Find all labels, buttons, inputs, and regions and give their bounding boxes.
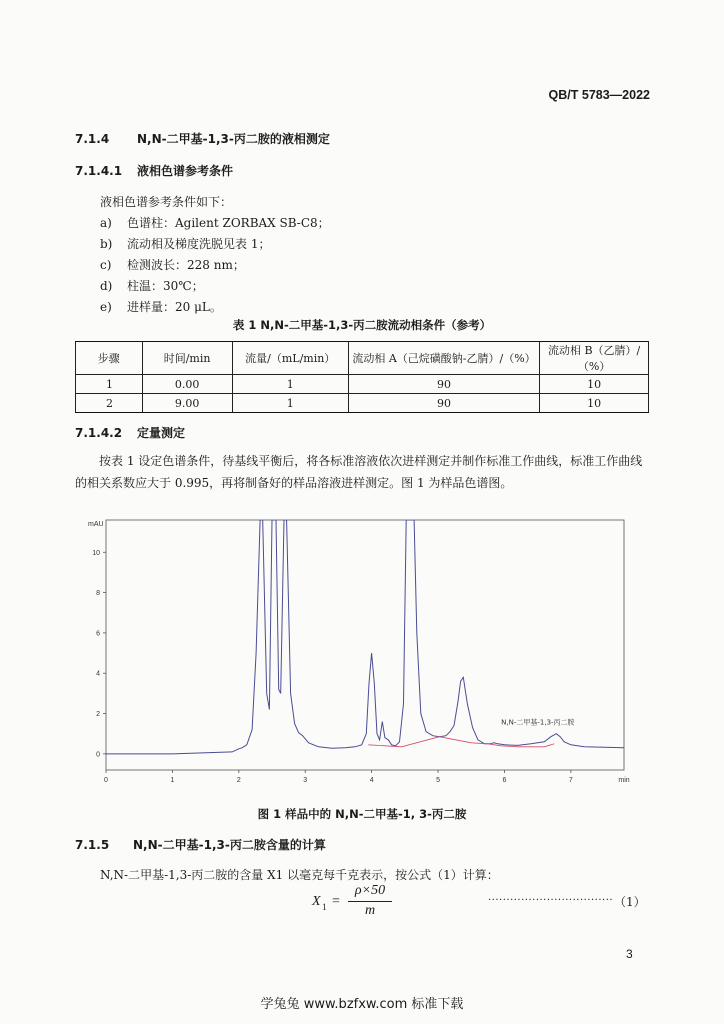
y-tick-label: 6 bbox=[96, 630, 100, 638]
table-1 bbox=[75, 341, 649, 413]
condition-item: e) 进样量：20 μL。 bbox=[100, 300, 222, 314]
section-title: N,N-二甲基-1,3-丙二胺的液相测定 bbox=[137, 132, 330, 146]
plot-frame bbox=[106, 520, 624, 770]
table-cell: 2 bbox=[76, 394, 143, 413]
x-tick-label: 4 bbox=[369, 777, 374, 784]
formula-numerator: ρ×50 bbox=[354, 883, 386, 898]
section-7-1-5-heading bbox=[75, 836, 326, 853]
page-number: 3 bbox=[626, 947, 633, 961]
peak-annotation: N,N-二甲基-1,3-丙二胺 bbox=[501, 718, 575, 727]
quantitation-paragraph: 按表 1 设定色谱条件，待基线平衡后，将各标准溶液依次进样测定并制作标准工作曲线，标准工作曲线的相关系数应大于 0.995，再将制备好的样品溶液进样测定。图 1 为样品色谱图。 bbox=[75, 454, 643, 490]
y-tick-label: 10 bbox=[92, 549, 100, 557]
table-cell: 0.00 bbox=[142, 375, 232, 394]
section-7-1-4-2-heading bbox=[75, 424, 185, 441]
section-number: 7.1.4.1 bbox=[75, 164, 123, 178]
table-header-cell: 流动相 B（乙腈）/（%） bbox=[540, 342, 649, 375]
y-axis-label: mAU bbox=[88, 521, 104, 528]
chromatogram-chart bbox=[84, 515, 644, 790]
table-row bbox=[76, 394, 649, 413]
conditions-intro: 液相色谱参考条件如下： bbox=[100, 195, 233, 209]
table-cell: 1 bbox=[232, 375, 348, 394]
section-7-1-4-1-heading bbox=[75, 162, 233, 179]
x-axis-label: min bbox=[618, 777, 630, 784]
x-tick-label: 7 bbox=[568, 777, 573, 784]
calculation-paragraph: N,N-二甲基-1,3-丙二胺的含量 X1 以毫克每千克表示，按公式（1）计算： bbox=[100, 868, 499, 882]
table-row bbox=[76, 375, 649, 394]
table-cell: 10 bbox=[540, 394, 649, 413]
table-cell: 90 bbox=[348, 375, 539, 394]
x-tick-label: 0 bbox=[104, 777, 108, 784]
section-number: 7.1.4 bbox=[75, 132, 110, 146]
condition-item: d) 柱温：30℃； bbox=[100, 279, 204, 293]
section-title: 液相色谱参考条件 bbox=[137, 164, 234, 178]
table-header-cell: 时间/min bbox=[142, 342, 232, 375]
section-number: 7.1.4.2 bbox=[75, 426, 123, 440]
chart-axes bbox=[92, 520, 624, 784]
y-tick-label: 8 bbox=[96, 590, 100, 598]
formula-number: （1） bbox=[614, 895, 646, 909]
formula-subscript: 1 bbox=[322, 902, 327, 912]
section-7-1-4-heading bbox=[75, 130, 330, 147]
formula-leader-dots: ·································· bbox=[488, 895, 614, 906]
standard-number: QB/T 5783—2022 bbox=[548, 88, 650, 102]
formula-denominator: m bbox=[364, 903, 376, 918]
x-tick-label: 2 bbox=[236, 777, 241, 784]
x-tick-label: 5 bbox=[436, 777, 441, 784]
table-header-cell: 流量/（mL/min） bbox=[232, 342, 348, 375]
table-header-cell: 流动相 A（己烷磺酸钠-乙腈）/（%） bbox=[348, 342, 539, 375]
condition-item: c) 检测波长：228 nm； bbox=[100, 258, 245, 272]
fraction-bar bbox=[348, 901, 392, 902]
table-cell: 10 bbox=[540, 375, 649, 394]
section-title: N,N-二甲基-1,3-丙二胺含量的计算 bbox=[133, 838, 326, 852]
section-number: 7.1.5 bbox=[75, 838, 110, 852]
section-title: 定量测定 bbox=[137, 426, 186, 440]
y-tick-label: 2 bbox=[96, 711, 100, 719]
table-cell: 9.00 bbox=[142, 394, 232, 413]
table-cell: 1 bbox=[76, 375, 143, 394]
y-tick-label: 0 bbox=[96, 751, 100, 759]
table-cell: 1 bbox=[232, 394, 348, 413]
x-tick-label: 6 bbox=[502, 777, 507, 784]
x-tick-label: 1 bbox=[170, 777, 175, 784]
table-header-row bbox=[76, 342, 649, 375]
condition-item: b) 流动相及梯度洗脱见表 1； bbox=[100, 237, 271, 251]
y-tick-label: 4 bbox=[96, 670, 100, 678]
formula-lhs: X bbox=[312, 894, 321, 909]
footer-watermark: 学兔兔 www.bzfxw.com 标准下载 bbox=[260, 997, 464, 1012]
table-header-cell: 步骤 bbox=[76, 342, 143, 375]
table-1-caption: 表 1 N,N-二甲基-1,3-丙二胺流动相条件（参考） bbox=[232, 318, 492, 332]
table-cell: 90 bbox=[348, 394, 539, 413]
formula-equals: = bbox=[332, 894, 340, 909]
figure-1-caption: 图 1 样品中的 N,N-二甲基-1, 3-丙二胺 bbox=[257, 807, 467, 821]
x-tick-label: 3 bbox=[303, 777, 308, 784]
condition-item: a) 色谱柱：Agilent ZORBAX SB-C8； bbox=[100, 216, 330, 230]
